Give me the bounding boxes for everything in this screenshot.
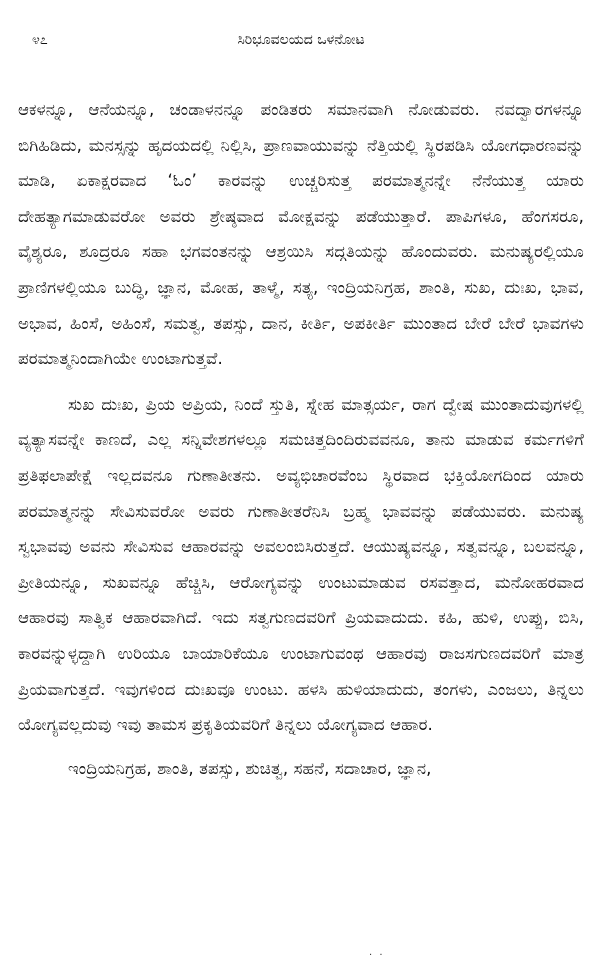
paragraph-1: ಆಕಳನ್ನೂ, ಆನೆಯನ್ನೂ, ಚಂಡಾಳನನ್ನೂ ಪಂಡಿತರು ಸಮಾನವಾಗಿ ನೋಡುವರು. ನವದ್ವಾರಗಳನ್ನೂ ಬಿಗಿಹಿಡಿದು, ಮನಸ್ಸನ್ನು ಹೃದಯದಲ್ಲಿ ನಿಲ್ಲಿಸಿ, ಪ್ರಾಣವಾಯುವನ್ನು ನೆತ್ತಿಯಲ್ಲಿ ಸ್ಥಿರಪಡಿಸಿ ಯೋಗಧಾರಣವನ್ನು ಮಾಡಿ, ಏಕಾಕ್ಷರವಾದ ‘ಓಂ’ ಕಾರವನ್ನು ಉಚ್ಚರಿಸುತ್ತ ಪರಮಾತ್ಮನನ್ನೇ ನೆನೆಯುತ್ತ ಯಾರು ದೇಹತ್ಯಾಗಮಾಡುವರೋ ಅವರು ಶ್ರೇಷ್ಠವಾದ ಮೋಕ್ಷವನ್ನು ಪಡೆಯುತ್ತಾರೆ. ಪಾಪಿಗಳೂ, ಹೆಂಗಸರೂ, ವೈಶ್ಯರೂ, ಶೂದ್ರರೂ ಸಹಾ ಭಗವಂತನನ್ನು ಆಶ್ರಯಿಸಿ ಸದ್ಗತಿಯನ್ನು ಹೊಂದುವರು. ಮನುಷ್ಯರಲ್ಲಿಯೂ ಪ್ರಾಣಿಗಳಲ್ಲಿಯೂ ಬುದ್ಧಿ, ಜ್ಞಾನ, ಮೋಹ, ತಾಳ್ಮೆ, ಸತ್ಯ, ಇಂದ್ರಿಯನಿಗ್ರಹ, ಶಾಂತಿ, ಸುಖ, ದುಃಖ, ಭಾವ, ಅಭಾವ, ಹಿಂಸೆ, ಅಹಿಂಸೆ, ಸಮತ್ವ, ತಪಸ್ಸು, ದಾನ, ಕೀರ್ತಿ, ಅಪಕೀರ್ತಿ ಮುಂತಾದ ಬೇರೆ ಬೇರೆ ಭಾವಗಳು ಪರಮಾತ್ಮನಿಂದಾಗಿಯೇ ಉಂಟಾಗುತ್ತವೆ. bbox=[18, 100, 584, 369]
scan-speck-mark: · · bbox=[369, 950, 385, 961]
page-number: ೪೭ bbox=[32, 32, 48, 48]
body-text bbox=[18, 92, 584, 786]
paragraph-2: ಸುಖ ದುಃಖ, ಪ್ರಿಯ ಅಪ್ರಿಯ, ನಿಂದೆ ಸ್ತುತಿ, ಸ್ನೇಹ ಮಾತ್ಸರ್ಯ, ರಾಗ ದ್ವೇಷ ಮುಂತಾದುವುಗಳಲ್ಲಿ ವ್ಯತ್ಯಾಸವನ್ನೇ ಕಾಣದೆ, ಎಲ್ಲ ಸನ್ನಿವೇಶಗಳಲ್ಲೂ ಸಮಚಿತ್ತದಿಂದಿರುವವನೂ, ತಾನು ಮಾಡುವ ಕರ್ಮಗಳಿಗೆ ಪ್ರತಿಫಲಾಪೇಕ್ಷೆ ಇಲ್ಲದವನೂ ಗುಣಾತೀತನು. ಅವ್ಯಭಿಚಾರವೆಂಬ ಸ್ಥಿರವಾದ ಭಕ್ತಿಯೋಗದಿಂದ ಯಾರು ಪರಮಾತ್ಮನನ್ನು ಸೇವಿಸುವರೋ ಅವರು ಗುಣಾತೀತರೆನಿಸಿ ಬ್ರಹ್ಮ ಭಾವವನ್ನು ಪಡೆಯುವರು. ಮನುಷ್ಯ ಸ್ವಭಾವವು ಅವನು ಸೇವಿಸುವ ಆಹಾರವನ್ನು ಅವಲಂಬಿಸಿರುತ್ತದೆ. ಆಯುಷ್ಯವನ್ನೂ, ಸತ್ವವನ್ನೂ, ಬಲವನ್ನೂ, ಪ್ರೀತಿಯನ್ನೂ, ಸುಖವನ್ನೂ ಹೆಚ್ಚಿಸಿ, ಆರೋಗ್ಯವನ್ನು ಉಂಟುಮಾಡುವ ರಸವತ್ತಾದ, ಮನೋಹರವಾದ ಆಹಾರವು ಸಾತ್ವಿಕ ಆಹಾರವಾಗಿದೆ. ಇದು ಸತ್ವಗುಣದವರಿಗೆ ಪ್ರಿಯವಾದುದು. ಕಹಿ, ಹುಳಿ, ಉಪ್ಪು, ಬಿಸಿ, ಕಾರವನ್ನುಳ್ಳದ್ದಾಗಿ ಉರಿಯೂ ಬಾಯಾರಿಕೆಯೂ ಉಂಟಾಗುವಂಥ ಆಹಾರವು ರಾಜಸಗುಣದವರಿಗೆ ಮಾತ್ರ ಪ್ರಿಯವಾಗುತ್ತದೆ. ಇವುಗಳಿಂದ ದುಃಖವೂ ಉಂಟು. ಹಳಸಿ ಹುಳಿಯಾದುದು, ತಂಗಳು, ಎಂಜಲು, ತಿನ್ನಲು ಯೋಗ್ಯವಲ್ಲದುವು ಇವು ತಾಮಸ ಪ್ರಕೃತಿಯವರಿಗೆ ತಿನ್ನಲು ಯೋಗ್ಯವಾದ ಆಹಾರ. bbox=[18, 394, 584, 735]
paragraph-3: ಇಂದ್ರಿಯನಿಗ್ರಹ, ಶಾಂತಿ, ತಪಸ್ಸು, ಶುಚಿತ್ವ, ಸಹನೆ, ಸದಾಚಾರ, ಜ್ಞಾನ, bbox=[68, 758, 432, 778]
page-header bbox=[18, 26, 584, 54]
running-title: ಸಿರಿಭೂವಲಯದ ಒಳನೋಟ bbox=[237, 32, 365, 48]
